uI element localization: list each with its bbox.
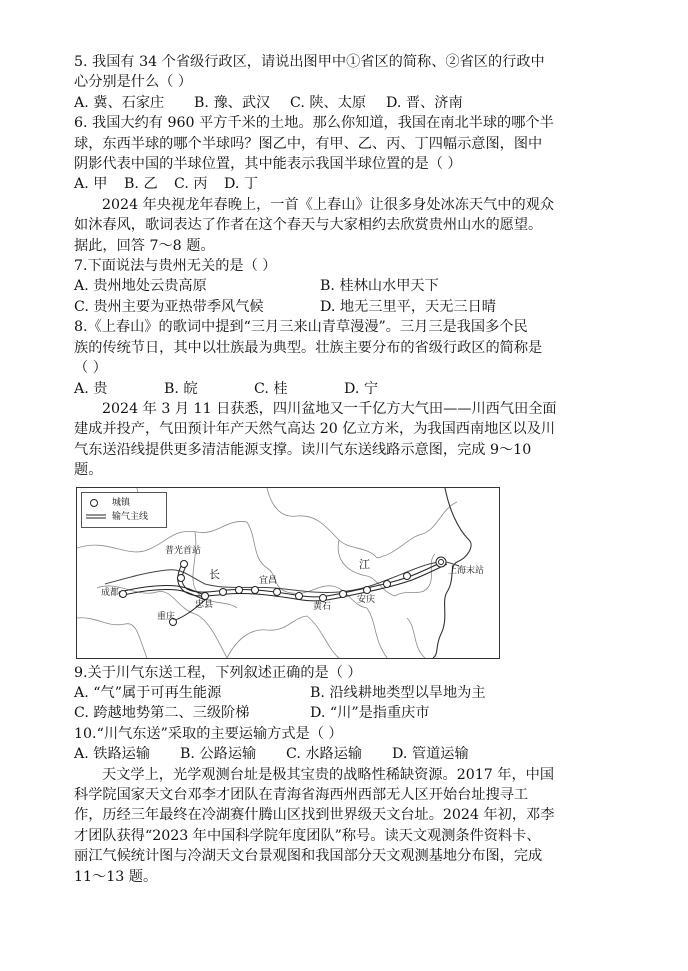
passage3-line5: 丽江气候统计图与冷湖天文台景观图和我国部分天文观测基地分布图，完成 xyxy=(74,848,543,865)
town-a xyxy=(178,574,185,581)
q9-stem: 9.关于川气东送工程，下列叙述正确的是（ ） xyxy=(74,664,362,681)
exam-page xyxy=(74,52,634,887)
question-5 xyxy=(74,52,634,113)
legend-town-label: 城镇 xyxy=(112,497,131,508)
passage3-line4: 才团队获得“2023 年中国科学院年度团队”称号。读天文观测条件资料卡、 xyxy=(74,827,541,844)
q7-options-row2 xyxy=(74,297,634,317)
passage-gas xyxy=(74,399,634,481)
passage1-line1: 2024 年央视龙年春晚上，一首《上春山》让很多身处冰冻天气中的观众 xyxy=(102,196,555,213)
question-9 xyxy=(74,663,634,724)
q6-stem-line1: 6. 我国大约有 960 平方千米的土地。那么你知道，我国在南北半球的哪个半 xyxy=(74,115,554,132)
passage-chunshan xyxy=(74,195,634,256)
passage1-line3: 据此，回答 7～8 题。 xyxy=(74,237,215,254)
passage2-line3: 气东送沿线提供更多清洁能源支撑。读川气东送线路示意图，完成 9～10 xyxy=(74,441,532,458)
q10-option-d[interactable]: D. 管道运输 xyxy=(392,746,469,763)
q6-option-b[interactable]: B. 乙 xyxy=(124,176,158,193)
legend-town-symbol xyxy=(91,499,98,506)
q5-stem-line2: 心分别是什么（ ） xyxy=(74,74,193,91)
question-10 xyxy=(74,724,634,765)
q7-option-d[interactable]: D. 地无三里平，天无三日晴 xyxy=(320,298,496,315)
q6-option-d[interactable]: D. 丁 xyxy=(224,176,259,193)
q8-stem-line1: 8.《上春山》的歌词中提到“三月三来山青草漫漫”。三月三是我国多个民 xyxy=(74,319,528,336)
label-chongqing: 重庆 xyxy=(157,611,176,622)
passage3-line3: 作，历经三年最终在冷湖赛什腾山区找到世界级天文台址。2024 年初，邓李 xyxy=(74,807,555,824)
q5-option-c[interactable]: C. 陕、太原 xyxy=(290,94,367,111)
passage2-line2: 建成并投产，气田预计年产天然气高达 20 亿立方米，为我国西南地区以及川 xyxy=(74,421,556,438)
map-legend xyxy=(81,492,167,528)
town-f xyxy=(340,590,347,597)
label-yichang: 宜昌 xyxy=(259,575,278,586)
q9-option-d[interactable]: D. “川”是指重庆市 xyxy=(310,705,430,722)
q5-option-d[interactable]: D. 晋、济南 xyxy=(386,94,463,111)
q6-option-c[interactable]: C. 丙 xyxy=(174,176,208,193)
q5-option-b[interactable]: B. 豫、武汉 xyxy=(194,94,271,111)
q8-options xyxy=(74,379,634,399)
label-chengdu: 成都 xyxy=(101,587,120,598)
passage2-line4: 题。 xyxy=(74,462,103,479)
q10-options xyxy=(74,744,634,764)
label-shanghai: 上海末站 xyxy=(448,565,485,576)
town-yichang xyxy=(274,588,281,595)
q10-stem: 10.“川气东送”采取的主要运输方式是（ ） xyxy=(74,725,343,742)
question-7 xyxy=(74,256,634,317)
question-6 xyxy=(74,113,634,195)
q5-stem-line1: 5. 我国有 34 个省级行政区，请说出图甲中①省区的简称、②省区的行政中 xyxy=(74,54,545,70)
town-h xyxy=(404,572,411,579)
passage3-line1: 天文学上，光学观测台址是极其宝贵的战略性稀缺资源。2017 年，中国 xyxy=(102,766,555,783)
q8-option-b[interactable]: B. 皖 xyxy=(164,380,198,397)
town-shanghai-inner xyxy=(439,559,444,564)
label-puguang: 普光首站 xyxy=(165,545,202,556)
town-zhongxian xyxy=(202,592,209,599)
town-e xyxy=(296,592,303,599)
q6-stem-line3: 阴影代表中国的半球位置，其中能表示我国半球位置的是（ ） xyxy=(74,156,462,173)
q8-option-c[interactable]: C. 桂 xyxy=(254,380,288,397)
town-puguang xyxy=(181,560,188,567)
passage3-line6: 11～13 题。 xyxy=(74,868,158,885)
label-anqing: 安庆 xyxy=(357,594,376,605)
q7-options-row1 xyxy=(74,276,634,296)
q9-options-row1 xyxy=(74,683,634,703)
town-huangshi xyxy=(320,594,327,601)
q10-option-b[interactable]: B. 公路运输 xyxy=(180,746,257,763)
q9-option-a[interactable]: A. “气”属于可再生能源 xyxy=(74,684,222,701)
q5-options xyxy=(74,93,634,113)
q6-option-a[interactable]: A. 甲 xyxy=(74,176,108,193)
passage2-line1: 2024 年 3 月 11 日获悉，四川盆地又一千亿方大气田——川西气田全面 xyxy=(102,400,557,417)
gas-pipeline-map xyxy=(76,487,500,659)
q7-stem: 7.下面说法与贵州无关的是（ ） xyxy=(74,258,277,275)
town-anqing xyxy=(364,586,371,593)
town-b xyxy=(220,588,227,595)
q7-option-b[interactable]: B. 桂林山水甲天下 xyxy=(320,278,439,295)
town-g xyxy=(384,580,391,587)
q5-option-a[interactable]: A. 冀、石家庄 xyxy=(74,94,165,111)
q6-stem-line2: 球，东西半球的哪个半球吗？图乙中，有甲、乙、丙、丁四幅示意图，图中 xyxy=(74,135,543,152)
q8-stem-line3: （ ） xyxy=(74,360,107,377)
q9-option-b[interactable]: B. 沿线耕地类型以旱地为主 xyxy=(310,684,486,701)
legend-line-label: 输气主线 xyxy=(112,511,149,522)
passage3-line2: 科学院国家天文台邓李才团队在青海省海西州西部无人区开始台址搜寻工 xyxy=(74,786,529,803)
q8-option-a[interactable]: A. 贵 xyxy=(74,380,108,397)
town-c xyxy=(236,586,243,593)
passage1-line2: 如沐春风，歌词表达了作者在这个春天与大家相约去欣赏贵州山水的愿望。 xyxy=(74,217,543,234)
q9-option-c[interactable]: C. 跨越地势第二、三级阶梯 xyxy=(74,705,250,722)
passage-astronomy xyxy=(74,765,634,887)
label-zhongxian: 忠县 xyxy=(195,599,214,610)
town-chengdu xyxy=(120,590,127,597)
q8-stem-line2: 族的传统节日，其中以壮族最为典型。壮族主要分布的省级行政区的简称是 xyxy=(74,339,543,356)
label-huangshi: 黄石 xyxy=(313,601,332,612)
q10-option-a[interactable]: A. 铁路运输 xyxy=(74,746,151,763)
q7-option-c[interactable]: C. 贵州主要为亚热带季风气候 xyxy=(74,298,264,315)
q9-options-row2 xyxy=(74,703,634,723)
q10-option-c[interactable]: C. 水路运输 xyxy=(286,746,363,763)
q8-option-d[interactable]: D. 宁 xyxy=(344,380,379,397)
town-d xyxy=(252,586,259,593)
q7-option-a[interactable]: A. 贵州地处云贵高原 xyxy=(74,278,207,295)
q6-options xyxy=(74,174,634,194)
label-jiang: 江 xyxy=(359,557,370,571)
label-chang: 长 xyxy=(209,567,220,581)
question-8 xyxy=(74,317,634,399)
